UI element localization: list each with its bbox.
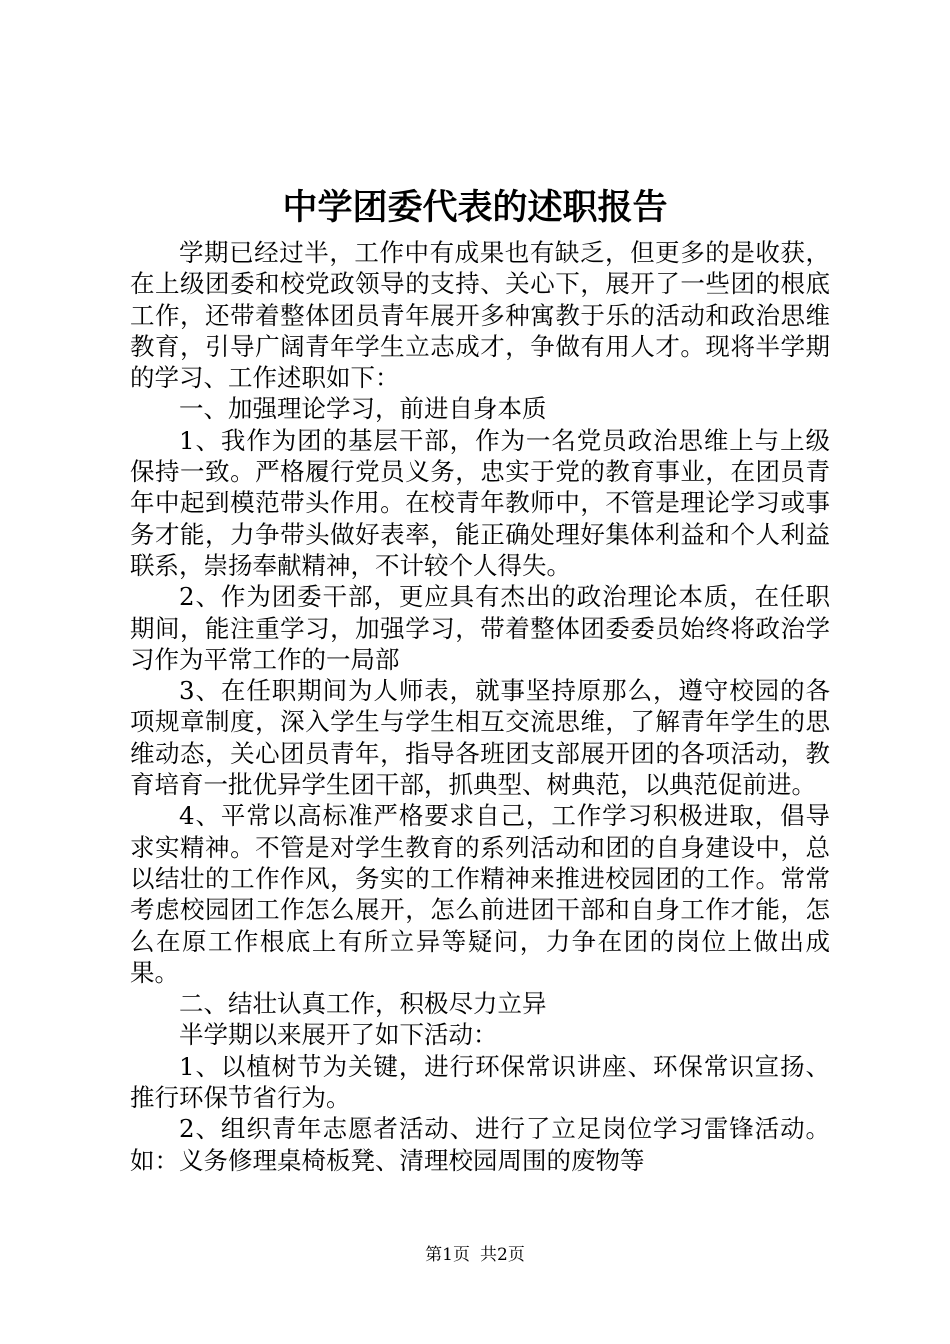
paragraph-item-3: 3、在任职期间为人师表，就事坚持原那么，遵守校园的各项规章制度，深入学生与学生相互交流思维，了解青年学生的思维动态，关心团员青年，指导各班团支部展开团的各项活动，教育培育一批优异学生团干部，抓典型、树典范，以典范促前进。 — [130, 676, 830, 800]
page-total: 共2页 — [480, 1245, 525, 1265]
paragraph-activities-intro: 半学期以来展开了如下活动： — [179, 1020, 498, 1050]
paragraph-activity-1: 1、以植树节为关键，进行环保常识讲座、环保常识宣扬、推行环保节省行为。 — [130, 1051, 830, 1113]
paragraph-item-2: 2、作为团委干部，更应具有杰出的政治理论本质，在任职期间，能注重学习，加强学习，带着整体团委委员始终将政治学习作为平常工作的一局部 — [130, 582, 830, 674]
paragraph-item-1: 1、我作为团的基层干部，作为一名党员政治思维上与上级保持一致。严格履行党员义务，忠实于党的教育事业，在团员青年中起到模范带头作用。在校青年教师中，不管是理论学习或事务才能，力争带头做好表率，能正确处理好集体利益和个人利益联系，崇扬奉献精神，不计较个人得失。 — [130, 425, 830, 580]
section-heading-1: 一、加强理论学习，前进自身本质 — [179, 394, 547, 424]
paragraph-activity-2: 2、组织青年志愿者活动、进行了立足岗位学习雷锋活动。如：义务修理桌椅板凳、清理校园周围的废物等 — [130, 1114, 830, 1175]
paragraph-intro: 学期已经过半，工作中有成果也有缺乏，但更多的是收获，在上级团委和校党政领导的支持、关心下，展开了一些团的根底工作，还带着整体团员青年展开多种寓教于乐的活动和政治思维教育，引导广阔青年学生立志成才，争做有用人才。现将半学期的学习、工作述职如下： — [130, 238, 830, 393]
page-number: 第1页 — [425, 1245, 470, 1265]
paragraph-item-4: 4、平常以高标准严格要求自己，工作学习积极进取，倡导求实精神。不管是对学生教育的系列活动和团的自身建设中，总以结壮的工作作风，务实的工作精神来推进校园团的工作。常常考虑校园团工作怎么展开，怎么前进团干部和自身工作才能，怎么在原工作根底上有所立异等疑问，力争在团的岗位上做出成果。 — [130, 801, 830, 987]
section-heading-2: 二、结壮认真工作，积极尽力立异 — [179, 989, 547, 1019]
document-body — [130, 237, 830, 1176]
document-title: 中学团委代表的述职报告 — [282, 187, 668, 228]
page-footer — [0, 1243, 950, 1267]
